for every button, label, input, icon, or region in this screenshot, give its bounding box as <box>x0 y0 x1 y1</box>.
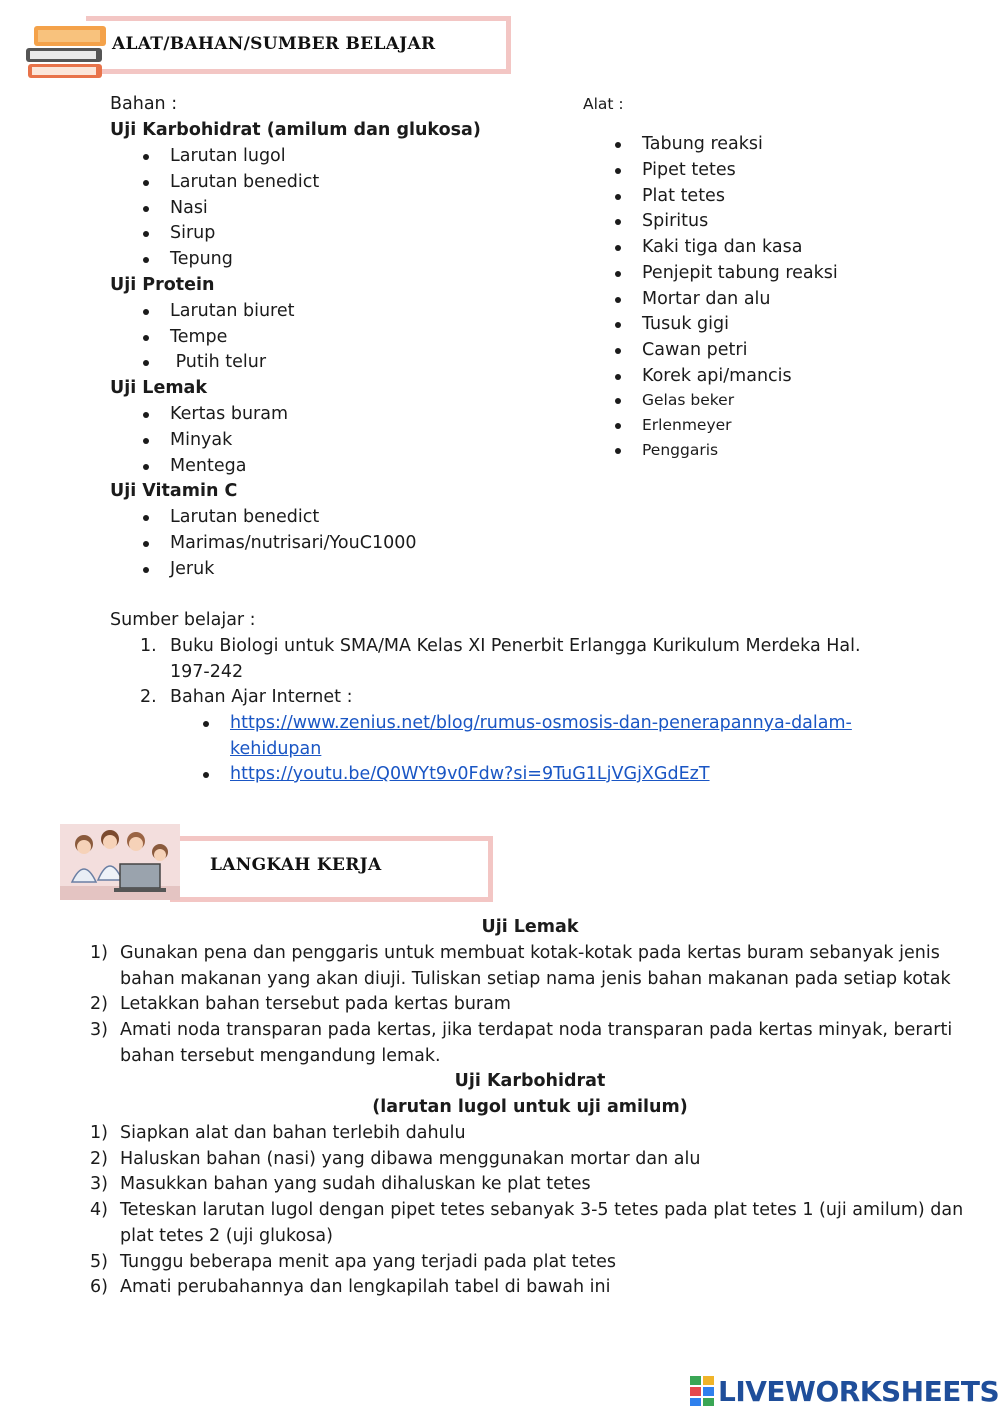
step-text: Gunakan pena dan penggaris untuk membuat kotak-kotak pada kertas buram sebanyak jenis <box>120 943 940 963</box>
bullet-icon <box>615 219 621 225</box>
bullet-icon <box>615 245 621 251</box>
list-item: Tabung reaksi <box>642 134 763 154</box>
list-item: Penjepit tabung reaksi <box>642 263 838 283</box>
list-item: Korek api/mancis <box>642 366 792 386</box>
bullet-icon <box>615 194 621 200</box>
logo-text: LIVEWORKSHEETS <box>718 1374 1000 1408</box>
bullet-icon <box>143 541 149 547</box>
list-item: Bahan Ajar Internet : <box>170 687 353 707</box>
bullet-icon <box>143 412 149 418</box>
list-item: Erlenmeyer <box>642 416 732 434</box>
link-youtube[interactable]: https://youtu.be/Q0WYt9v0Fdw?si=9TuG1LjVGjXGdEzT <box>230 764 710 784</box>
bullet-icon <box>615 142 621 148</box>
bullet-icon <box>615 398 621 404</box>
list-item: Penggaris <box>642 441 719 459</box>
step-number: 1) <box>90 1123 108 1143</box>
bullet-icon <box>203 772 209 778</box>
step-text: Tunggu beberapa menit apa yang terjadi pada plat tetes <box>120 1252 616 1272</box>
link-zenius[interactable]: https://www.zenius.net/blog/rumus-osmosis-dan-penerapannya-dalam- <box>230 713 852 733</box>
group-title: Uji Lemak <box>110 378 208 398</box>
list-item: Gelas beker <box>642 391 735 409</box>
step-number: 3) <box>90 1174 108 1194</box>
step-text-continued: bahan tersebut mengandung lemak. <box>120 1046 441 1066</box>
sumber-label: Sumber belajar : <box>110 610 256 630</box>
list-item: Tusuk gigi <box>642 314 729 334</box>
bullet-icon <box>143 567 149 573</box>
list-item: Marimas/nutrisari/YouC1000 <box>170 533 417 553</box>
alat-label: Alat : <box>583 95 624 113</box>
bullet-icon <box>143 206 149 212</box>
bahan-label: Bahan : <box>110 94 178 114</box>
step-text-continued: plat tetes 2 (uji glukosa) <box>120 1226 333 1246</box>
bullet-icon <box>615 271 621 277</box>
step-number: 5) <box>90 1252 108 1272</box>
list-item-continued: 197-242 <box>170 662 244 682</box>
bullet-icon <box>143 231 149 237</box>
bullet-icon <box>143 360 149 366</box>
group-title: Uji Karbohidrat (amilum dan glukosa) <box>110 120 481 140</box>
group-title: Uji Vitamin C <box>110 481 238 501</box>
bullet-icon <box>203 721 209 727</box>
group-title: Uji Protein <box>110 275 215 295</box>
section-heading: Uji Karbohidrat <box>454 1071 606 1091</box>
liveworksheets-logo[interactable] <box>690 1374 999 1408</box>
list-item: Nasi <box>170 198 208 218</box>
step-text: Amati perubahannya dan lengkapilah tabel di bawah ini <box>120 1277 611 1297</box>
bullet-icon <box>143 309 149 315</box>
step-text: Teteskan larutan lugol dengan pipet tetes sebanyak 3-5 tetes pada plat tetes 1 (uji amilum) dan <box>120 1200 964 1220</box>
students-laptop-icon <box>60 824 180 900</box>
step-text: Letakkan bahan tersebut pada kertas buram <box>120 994 511 1014</box>
step-text: Haluskan bahan (nasi) yang dibawa menggunakan mortar dan alu <box>120 1149 701 1169</box>
bullet-icon <box>615 348 621 354</box>
bullet-icon <box>615 297 621 303</box>
bullet-icon <box>143 515 149 521</box>
bullet-icon <box>143 464 149 470</box>
step-number: 3) <box>90 1020 108 1040</box>
step-number: 6) <box>90 1277 108 1297</box>
section-title: ALAT/BAHAN/SUMBER BELAJAR <box>112 34 436 54</box>
bullet-icon <box>143 154 149 160</box>
liveworksheets-logo-icon <box>690 1376 714 1406</box>
list-number: 1. <box>140 636 157 656</box>
bullet-icon <box>615 322 621 328</box>
list-item: Larutan lugol <box>170 146 286 166</box>
step-number: 2) <box>90 994 108 1014</box>
list-item: Mortar dan alu <box>642 289 771 309</box>
bullet-icon <box>143 180 149 186</box>
bullet-icon <box>615 423 621 429</box>
list-item: Tempe <box>170 327 228 347</box>
list-item: Sirup <box>170 223 216 243</box>
list-item: Minyak <box>170 430 233 450</box>
link-zenius-continued[interactable]: kehidupan <box>230 739 322 759</box>
step-text: Amati noda transparan pada kertas, jika terdapat noda transparan pada kertas minyak, berarti <box>120 1020 953 1040</box>
list-item: Buku Biologi untuk SMA/MA Kelas XI Penerbit Erlangga Kurikulum Merdeka Hal. <box>170 636 861 656</box>
list-item: Putih telur <box>170 352 267 372</box>
bullet-icon <box>143 257 149 263</box>
list-item: Kertas buram <box>170 404 288 424</box>
list-item: Tepung <box>170 249 233 269</box>
section-heading: Uji Lemak <box>481 917 579 937</box>
bullet-icon <box>143 335 149 341</box>
bullet-icon <box>615 168 621 174</box>
list-item: Mentega <box>170 456 247 476</box>
step-number: 4) <box>90 1200 108 1220</box>
books-icon <box>22 20 110 88</box>
step-text-continued: bahan makanan yang akan diuji. Tuliskan setiap nama jenis bahan makanan pada setiap kotak <box>120 969 951 989</box>
list-item: Larutan benedict <box>170 507 320 527</box>
list-item: Jeruk <box>170 559 215 579</box>
step-number: 2) <box>90 1149 108 1169</box>
section-subheading: (larutan lugol untuk uji amilum) <box>372 1097 688 1117</box>
list-item: Kaki tiga dan kasa <box>642 237 803 257</box>
step-text: Masukkan bahan yang sudah dihaluskan ke plat tetes <box>120 1174 591 1194</box>
list-item: Spiritus <box>642 211 709 231</box>
step-number: 1) <box>90 943 108 963</box>
list-item: Larutan benedict <box>170 172 320 192</box>
bullet-icon <box>143 438 149 444</box>
list-item: Larutan biuret <box>170 301 295 321</box>
bullet-icon <box>615 448 621 454</box>
step-text: Siapkan alat dan bahan terlebih dahulu <box>120 1123 466 1143</box>
list-item: Pipet tetes <box>642 160 736 180</box>
list-number: 2. <box>140 687 157 707</box>
list-item: Plat tetes <box>642 186 725 206</box>
list-item: Cawan petri <box>642 340 748 360</box>
section-title: LANGKAH KERJA <box>210 855 382 875</box>
bullet-icon <box>615 374 621 380</box>
